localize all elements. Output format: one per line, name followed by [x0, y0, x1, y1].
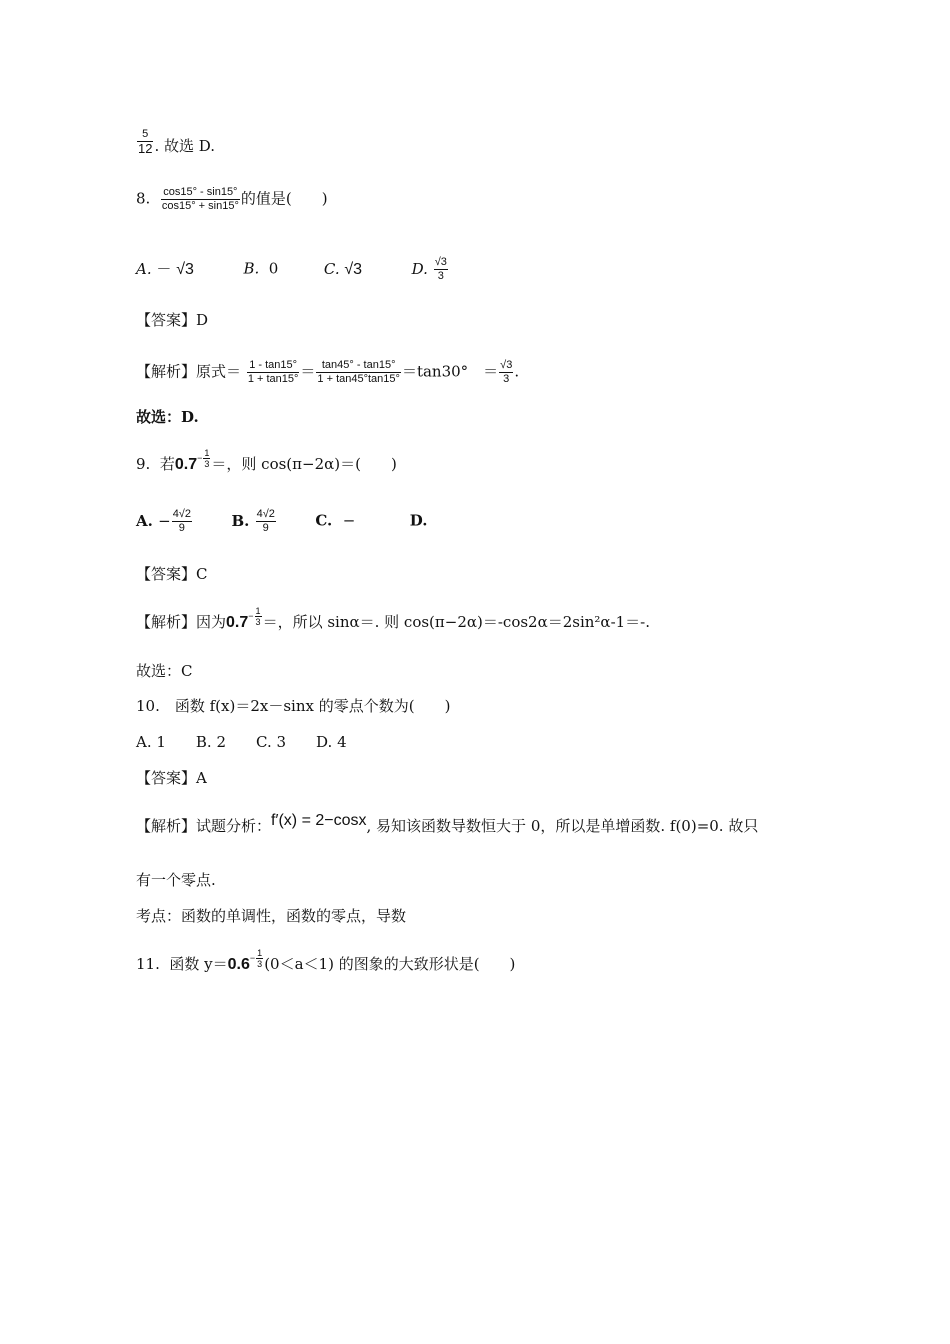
- q11-question: 11. 函数 $y=0.6^{- \frac{1}{3}}$ (0＜a＜1) 的图象的大致形状是( ): [136, 948, 516, 973]
- q10-analysis: 【解析】试题分析：f′(x) = 2−cosx, 易知该函数导数恒大于 0，所以是单增函数. f(0)=0. 故只: [136, 812, 759, 835]
- q8-answer: 【答案】D: [136, 311, 209, 329]
- q8-analysis: 【解析】原式＝ $\frac{1 - \tan 15^\circ}{1 + \tan 15^\circ}$ ＝ $\frac{\tan 45^\circ - \tan 15^\circ}{1 + \tan 45^\circ\tan 15^\circ}$ ＝tan30° ＝ $\frac{√3}{3}$ .: [136, 359, 520, 385]
- option-c: C. −: [315, 511, 356, 530]
- q10-options: A. 1 B. 2 C. 3 D. 4: [136, 733, 347, 751]
- exponent: − 1 3: [197, 448, 210, 470]
- option-d: D. $\frac{√3}{3}$: [411, 256, 447, 282]
- fraction: $\frac{\tan 45^\circ - \tan 15^\circ}{1 + \tan 45^\circ\tan 15^\circ}$: [317, 359, 400, 385]
- fraction: $\frac{\cos 15^\circ - \sin 15^\circ}{\cos 15^\circ + \sin 15^\circ}$: [161, 186, 239, 212]
- q10-kaodian: 考点：函数的单调性，函数的零点，导数: [136, 907, 407, 925]
- q9-question: 9. 若$0.7^{- \frac{1}{3}}$ ＝，则 cos(π−2α)＝( ): [136, 448, 397, 473]
- option-a: A. − $\frac{4√2}{9}$: [136, 508, 191, 534]
- q8-question: 8. $\frac{\cos 15^\circ - \sin 15^\circ}{\cos 15^\circ + \sin 15^\circ}$ 的值是( ): [136, 186, 328, 212]
- fraction: $\frac{1 - \tan 15^\circ}{1 + \tan 15^\circ}$: [247, 359, 299, 385]
- fraction: $\frac{4√2}{9}$: [256, 508, 275, 534]
- q10-question: 10. 函数 f(x)＝2x－sinx 的零点个数为( ): [136, 697, 451, 715]
- option-b: B. 0: [243, 259, 279, 278]
- exponent: − 1 3: [248, 606, 261, 628]
- fraction: $\frac{1}{3}$: [257, 948, 263, 970]
- fraction: $\frac{√3}{3}$: [500, 359, 513, 385]
- fraction: $\frac{4√2}{9}$: [172, 508, 191, 534]
- q7-conclusion: $\frac{5}{12}$ . 故选 D.: [138, 128, 216, 156]
- q9-analysis: 【解析】因为$0.7^{- \frac{1}{3}}$ ＝，所以 sinα＝. 则 cos(π−2α)＝-cos2α＝2sin²α-1＝-.: [136, 606, 651, 631]
- fraction: $\frac{5}{12}$: [138, 128, 153, 156]
- derivative-formula: f′(x) = 2−cosx: [271, 812, 367, 829]
- exponent: − 1 3: [249, 948, 263, 970]
- q9-conclusion: 故选：C: [136, 662, 193, 680]
- q9-options: [136, 508, 427, 535]
- q10-answer: 【答案】A: [136, 769, 207, 787]
- option-d: D.: [409, 511, 428, 530]
- option-a: A. － √3: [136, 259, 194, 278]
- q10-analysis-continued: 有一个零点.: [136, 871, 216, 889]
- fraction: $\frac{1}{3}$: [255, 606, 261, 628]
- option-c: C. √3: [323, 259, 363, 278]
- fraction: $\frac{√3}{3}$: [434, 256, 447, 282]
- q8-options: [136, 256, 449, 283]
- q8-conclusion: 故选：D.: [136, 408, 199, 426]
- fraction: $\frac{1}{3}$: [204, 448, 210, 470]
- option-b: B. $\frac{4√2}{9}$: [231, 508, 275, 534]
- q9-answer: 【答案】C: [136, 565, 208, 583]
